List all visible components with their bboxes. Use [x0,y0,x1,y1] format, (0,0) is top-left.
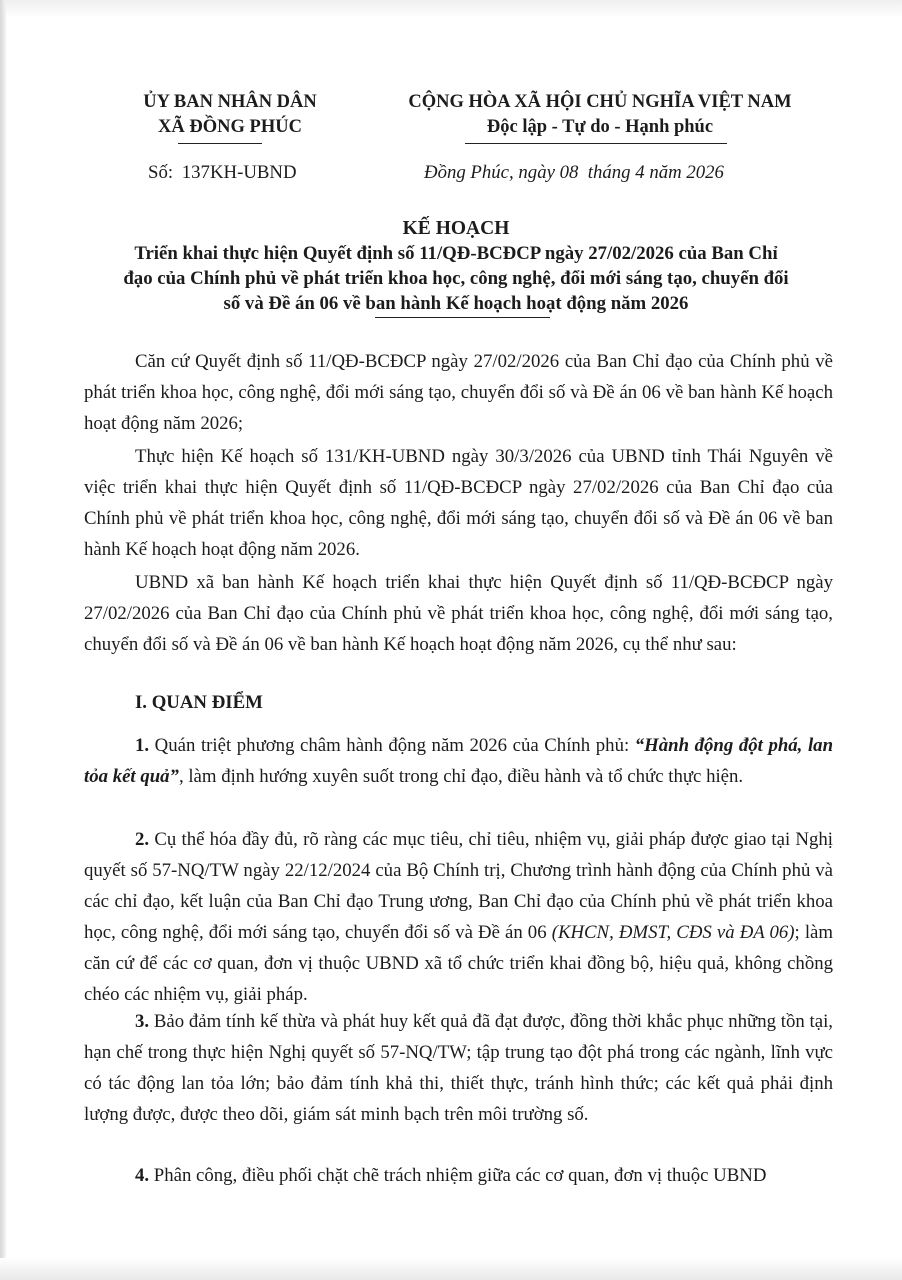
paragraph-legal-basis: Căn cứ Quyết định số 11/QĐ-BCĐCP ngày 27/02/2026 của Ban Chỉ đạo của Chính phủ về phát triển khoa học, công nghệ, đổi mới sáng tạo, chuyển đổi số và Đề án 06 về ban hành Kế hoạch hoạt động năm 2026; [84,351,833,434]
doc-number [148,162,297,184]
doc-subject-line2: đạo của Chính phủ về phát triển khoa học, công nghệ, đổi mới sáng tạo, chuyển đổi [123,268,789,289]
nation-title: CỘNG HÒA XÃ HỘI CHỦ NGHĨA VIỆT NAM [408,92,792,112]
item-2 [84,824,833,1010]
doc-number-value: 137KH-UBND [181,162,297,183]
paragraph-implementation: Thực hiện Kế hoạch số 131/KH-UBND ngày 30/3/2026 của UBND tỉnh Thái Nguyên về việc triển khai thực hiện Quyết định số 11/QĐ-BCĐCP ngày 27/02/2026 của Ban Chỉ đạo của Chính phủ về phát triển khoa học, công nghệ, đổi mới sáng tạo, chuyển đổi số và Đề án 06 về ban hành Kế hoạch hoạt động năm 2026. [84,446,833,560]
doc-subject-line3: số và Đề án 06 về ban hành Kế hoạch hoạt động năm 2026 [223,293,689,314]
motto-underline [465,143,727,144]
page-shadow-top [0,0,902,18]
item-2-abbreviation: (KHCN, ĐMST, CĐS và ĐA 06) [551,922,795,943]
paragraph-issuance: UBND xã ban hành Kế hoạch triển khai thực hiện Quyết định số 11/QĐ-BCĐCP ngày 27/02/2026 của Ban Chỉ đạo của Chính phủ về phát triển khoa học, công nghệ, đổi mới sáng tạo, chuyển đổi số và Đề án 06 về ban hành Kế hoạch hoạt động năm 2026, cụ thể như sau: [84,572,833,655]
item-4 [84,1160,833,1191]
org-name-line2: XÃ ĐỒNG PHÚC [158,117,302,137]
item-1-text-post: , làm định hướng xuyên suốt trong chỉ đạo, điều hành và tổ chức thực hiện. [178,766,744,787]
doc-subject-line1: Triển khai thực hiện Quyết định số 11/QĐ-BCĐCP ngày 27/02/2026 của Ban Chỉ [134,243,778,264]
item-1-quote: “Hành động đột phá, lan tỏa kết quả” [84,735,834,787]
org-underline [178,143,262,144]
item-4-text: Phân công, điều phối chặt chẽ trách nhiệm giữa các cơ quan, đơn vị thuộc UBND [149,1165,767,1186]
doc-number-label: Số: [148,162,174,183]
item-1-text-pre: Quán triệt phương châm hành động năm 2026 của Chính phủ: [149,735,635,756]
nation-motto: Độc lập - Tự do - Hạnh phúc [486,117,714,137]
item-4-number: 4. [135,1165,150,1186]
item-1-number: 1. [135,735,150,756]
item-3 [84,1006,833,1130]
place-date: Đồng Phúc, ngày 08 tháng 4 năm 2026 [424,162,724,183]
item-3-text: Bảo đảm tính kế thừa và phát huy kết quả đã đạt được, đồng thời khắc phục những tồn tại, hạn chế trong thực hiện Nghị quyết số 57-NQ/TW; tập trung tạo đột phá trong các ngành, lĩnh vực có tác động lan tỏa lớn; bảo đảm tính khả thi, thiết thực, tránh hình thức; các kết quả phải định lượng được, được theo dõi, giám sát minh bạch trên môi trường số. [84,1011,833,1125]
title-underline [375,317,550,318]
item-2-text-post: ; làm căn cứ để các cơ quan, đơn vị thuộc UBND xã tổ chức triển khai đồng bộ, hiệu quả, không chồng chéo các nhiệm vụ, giải pháp. [84,922,834,1005]
doc-type-title: KẾ HOẠCH [402,218,510,239]
page-shadow-bottom [0,1258,902,1280]
section-heading: I. QUAN ĐIỂM [135,692,263,713]
org-name-line1: ỦY BAN NHÂN DÂN [143,92,317,112]
item-2-number: 2. [135,829,150,850]
item-3-number: 3. [135,1011,150,1032]
page-edge [0,0,6,1280]
item-1 [84,730,833,792]
item-2-text-pre: Cụ thể hóa đầy đủ, rõ ràng các mục tiêu, chỉ tiêu, nhiệm vụ, giải pháp được giao tại Nghị quyết số 57-NQ/TW ngày 22/12/2024 của Bộ Chính trị, Chương trình hành động của Chính phủ và các chỉ đạo, kết luận của Ban Chỉ đạo Trung ương, Ban Chỉ đạo của Chính phủ về phát triển khoa học, công nghệ, đổi mới sáng tạo, chuyển đổi số và Đề án 06 [84,829,833,943]
